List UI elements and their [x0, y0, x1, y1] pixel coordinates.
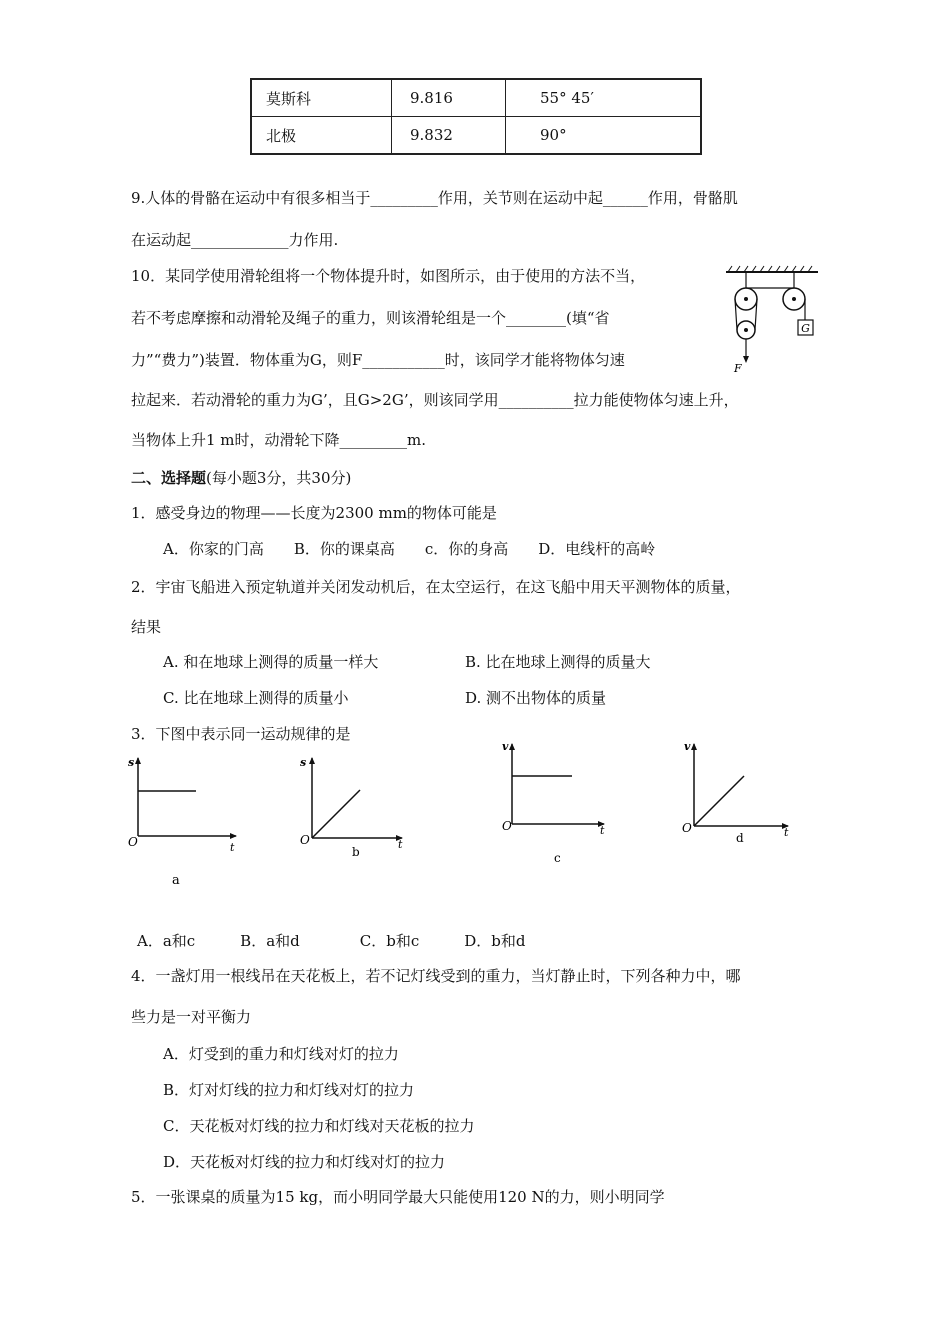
c2-option-c: C. 比在地球上测得的质量小 [163, 689, 349, 707]
graph-d-origin: O [682, 821, 692, 835]
c1-options: A．你家的门高 B．你的课桌高 c．你的身高 D．电线杆的高岭 [163, 540, 656, 558]
force-label: F [734, 362, 742, 375]
table-cell: 9.816 [392, 79, 506, 117]
section-title: 二、选择题 [131, 469, 207, 487]
graph-a [126, 756, 241, 886]
c2-option-b: B. 比在地球上测得的质量大 [465, 653, 651, 671]
c2-stem-2: 结果 [131, 618, 162, 636]
graph-b-origin: O [300, 833, 310, 847]
c4-option-c: C．天花板对灯线的拉力和灯线对天花板的拉力 [163, 1117, 475, 1135]
section-note: (每小题3分，共30分) [206, 469, 352, 487]
weight-label: G [801, 322, 810, 335]
graph-b-yaxis: s [300, 756, 307, 769]
graph-a-xaxis: t [230, 841, 235, 854]
section-heading [131, 468, 351, 488]
c2-stem-1: 2．宇宙飞船进入预定轨道并关闭发动机后，在太空运行，在这飞船中用天平测物体的质量， [131, 578, 741, 596]
graph-c-yaxis: v [502, 740, 509, 753]
c4-stem-1: 4．一盏灯用一根线吊在天花板上，若不记灯线受到的重力，当灯静止时，下列各种力中，哪 [131, 967, 741, 985]
q10-line-3: 力”“费力”)装置．物体重为G，则F___________时，该同学才能将物体匀速 [131, 351, 625, 369]
c4-option-a: A．灯受到的重力和灯线对灯的拉力 [163, 1045, 399, 1063]
pulley-diagram [722, 264, 822, 376]
graph-a-yaxis: s [128, 756, 135, 769]
q10-line-5: 当物体上升1 m时，动滑轮下降_________m. [131, 431, 427, 449]
graph-d [680, 740, 795, 850]
table-cell: 9.832 [392, 117, 506, 155]
c2-option-d: D. 测不出物体的质量 [465, 689, 607, 707]
graph-b [298, 756, 408, 866]
c3-options: A．a和c B．a和d C．b和c D．b和d [137, 932, 526, 950]
c3-stem: 3．下图中表示同一运动规律的是 [131, 725, 351, 743]
graph-c-caption: c [554, 851, 561, 865]
graph-c [500, 740, 610, 866]
table-cell: 55° 45′ [506, 79, 702, 117]
c1-stem: 1．感受身边的物理——长度为2300 mm的物体可能是 [131, 504, 497, 522]
table-cell: 莫斯科 [251, 79, 392, 117]
q10-line-1: 10．某同学使用滑轮组将一个物体提升时，如图所示，由于使用的方法不当， [131, 267, 646, 285]
c4-option-b: B．灯对灯线的拉力和灯线对灯的拉力 [163, 1081, 415, 1099]
c4-stem-2: 些力是一对平衡力 [131, 1008, 252, 1026]
graph-b-caption: b [352, 845, 360, 859]
table-row [251, 117, 701, 155]
q10-line-2: 若不考虑摩擦和动滑轮及绳子的重力，则该滑轮组是一个________(填“省 [131, 309, 610, 327]
graph-c-origin: O [502, 819, 512, 833]
q10-line-4: 拉起来．若动滑轮的重力为G’，且G>2G’，则该同学用__________拉力能使物体匀速上升， [131, 391, 739, 409]
graph-d-caption: d [736, 831, 744, 845]
c2-option-a: A. 和在地球上测得的质量一样大 [163, 653, 379, 671]
table-cell: 90° [506, 117, 702, 155]
c5-stem: 5．一张课桌的质量为15 kg，而小明同学最大只能使用120 N的力，则小明同学 [131, 1188, 665, 1206]
graph-b-xaxis: t [398, 838, 403, 851]
q9-line-2: 在运动起_____________力作用. [131, 231, 339, 249]
graph-d-yaxis: v [684, 740, 691, 753]
graph-c-xaxis: t [600, 824, 605, 837]
graph-a-caption: a [172, 873, 180, 886]
q9-line-1: 9.人体的骨骼在运动中有很多相当于_________作用，关节则在运动中起______作用，骨骼肌 [131, 189, 738, 207]
table-row [251, 79, 701, 117]
graph-a-origin: O [128, 835, 138, 849]
graph-d-xaxis: t [784, 826, 789, 839]
table-cell: 北极 [251, 117, 392, 155]
c4-option-d: D．天花板对灯线的拉力和灯线对灯的拉力 [163, 1153, 446, 1171]
gravity-table [250, 78, 702, 155]
